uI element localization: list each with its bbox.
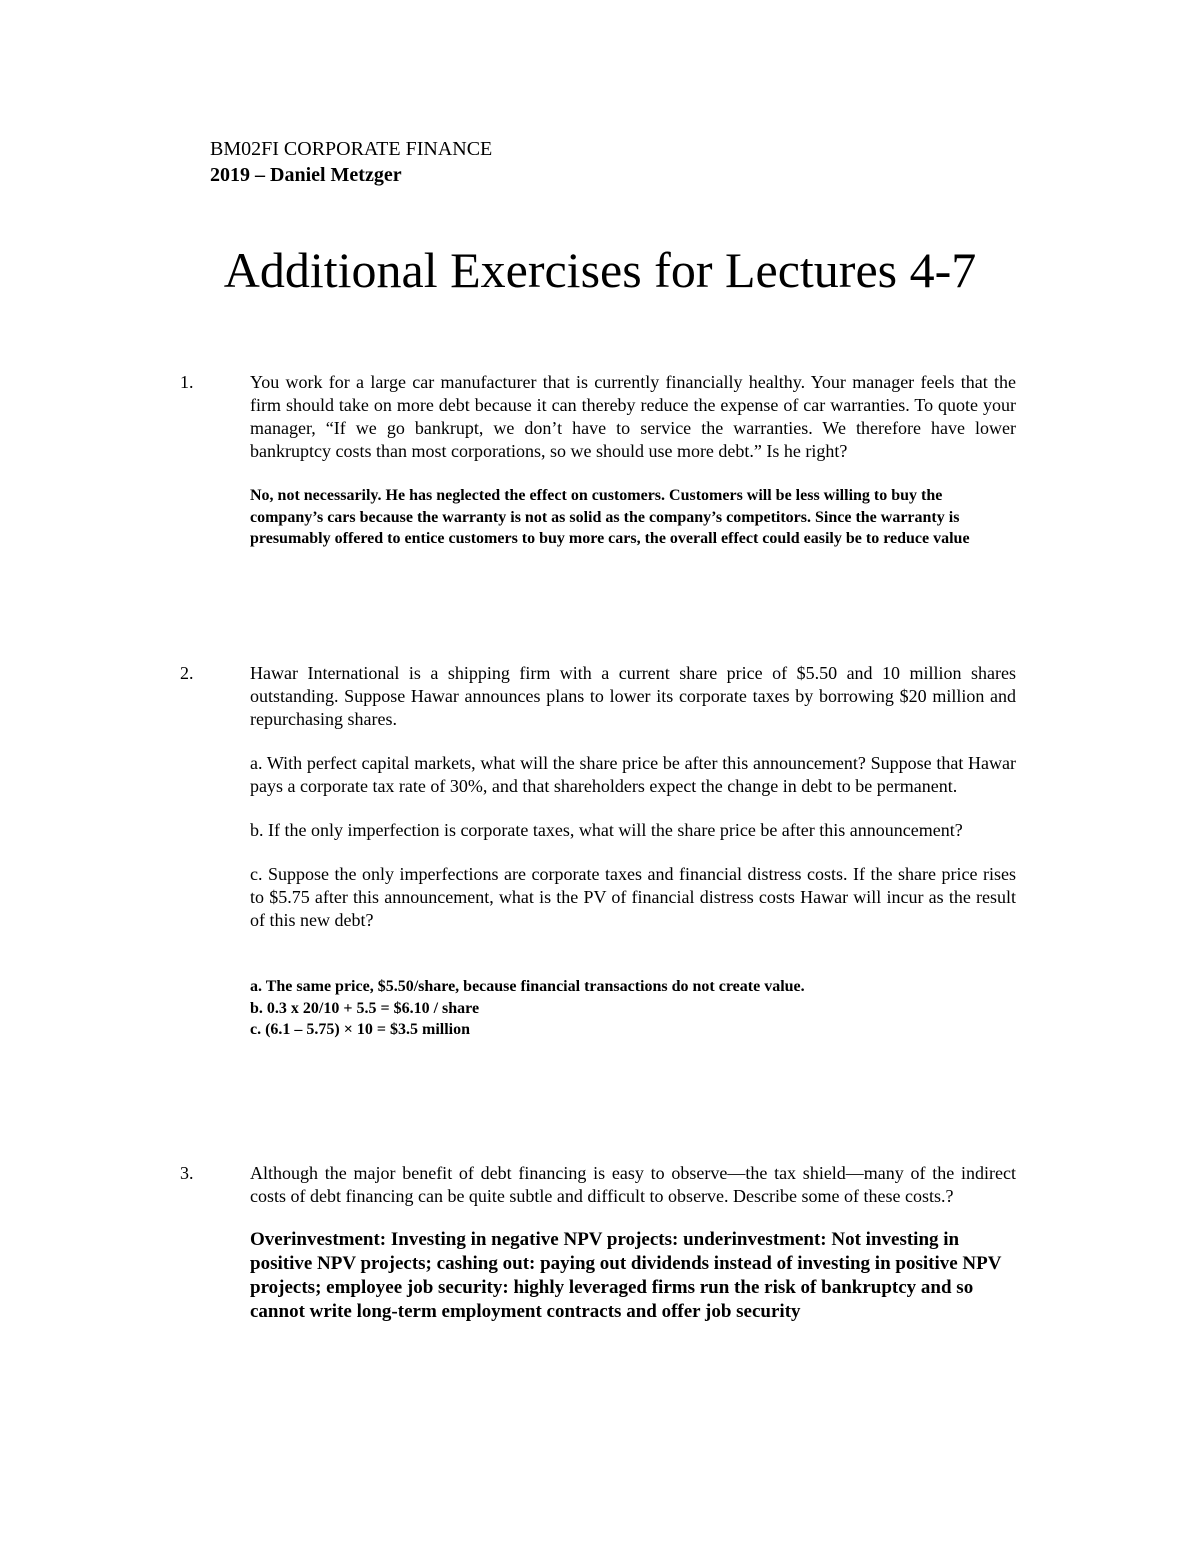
- question-text: Although the major benefit of debt financing is easy to observe—the tax shield—many of the indirect costs of debt financing can be quite subtle and difficult to observe. Describe some of these costs.?: [250, 1163, 1016, 1206]
- question-body: [250, 662, 1016, 1041]
- answer-text: Overinvestment: Investing in negative NPV projects: underinvestment: Not investing in positive NPV projects; cashing out: paying out dividends instead of investing in positive NPV projects; employee job security: highly leveraged firms run the risk of bankruptcy and so cannot write long-term employment contracts and offer job security: [250, 1229, 1002, 1322]
- question-text: Hawar International is a shipping firm with a current share price of $5.50 and 10 million shares outstanding. Suppose Hawar announces plans to lower its corporate taxes by borrowing $20 million and repurchasing shares.: [250, 663, 1016, 729]
- question-body: [250, 371, 1016, 550]
- question-number: 1.: [180, 372, 194, 392]
- question-part-c: c. Suppose the only imperfections are corporate taxes and financial distress costs. If the share price rises to $5.75 after this announcement, what is the PV of financial distress costs Hawar will incur as the result of this new debt?: [250, 864, 1016, 930]
- question-text: You work for a large car manufacturer that is currently financially healthy. Your manager feels that the firm should take on more debt because it can thereby reduce the expense of car warranties. To quote your manager, “If we go bankrupt, we don’t have to service the warranties. We therefore have lower bankruptcy costs than most corporations, so we should use more debt.” Is he right?: [250, 372, 1016, 461]
- answer-text: No, not necessarily. He has neglected the effect on customers. Customers will be less willing to buy the company’s cars because the warranty is not as solid as the company’s competitors. Since the warranty is presumably offered to entice customers to buy more cars, the overall effect could easily be to reduce value: [250, 487, 970, 547]
- question-2: [180, 662, 1016, 1041]
- question-number: 2.: [180, 663, 194, 683]
- page-title: Additional Exercises for Lectures 4-7: [223, 242, 977, 298]
- question-body: [250, 1162, 1016, 1324]
- question-part-a: a. With perfect capital markets, what will the share price be after this announcement? Suppose that Hawar pays a corporate tax rate of 30%, and that shareholders expect the change in debt to be permanent.: [250, 753, 1016, 796]
- answer-block: [250, 976, 1016, 1041]
- question-number: 3.: [180, 1163, 194, 1183]
- document-header: [210, 136, 492, 188]
- question-3: [180, 1162, 1016, 1324]
- answer-part-a: a. The same price, $5.50/share, because financial transactions do not create value.: [250, 978, 805, 995]
- answer-part-c: c. (6.1 – 5.75) × 10 = $3.5 million: [250, 1021, 470, 1038]
- author-line: 2019 – Daniel Metzger: [210, 164, 402, 186]
- question-1: [180, 371, 1016, 550]
- answer-part-b: b. 0.3 x 20/10 + 5.5 = $6.10 / share: [250, 999, 480, 1017]
- question-part-b: b. If the only imperfection is corporate taxes, what will the share price be after this announcement?: [250, 820, 963, 840]
- course-title: BM02FI CORPORATE FINANCE: [210, 138, 493, 160]
